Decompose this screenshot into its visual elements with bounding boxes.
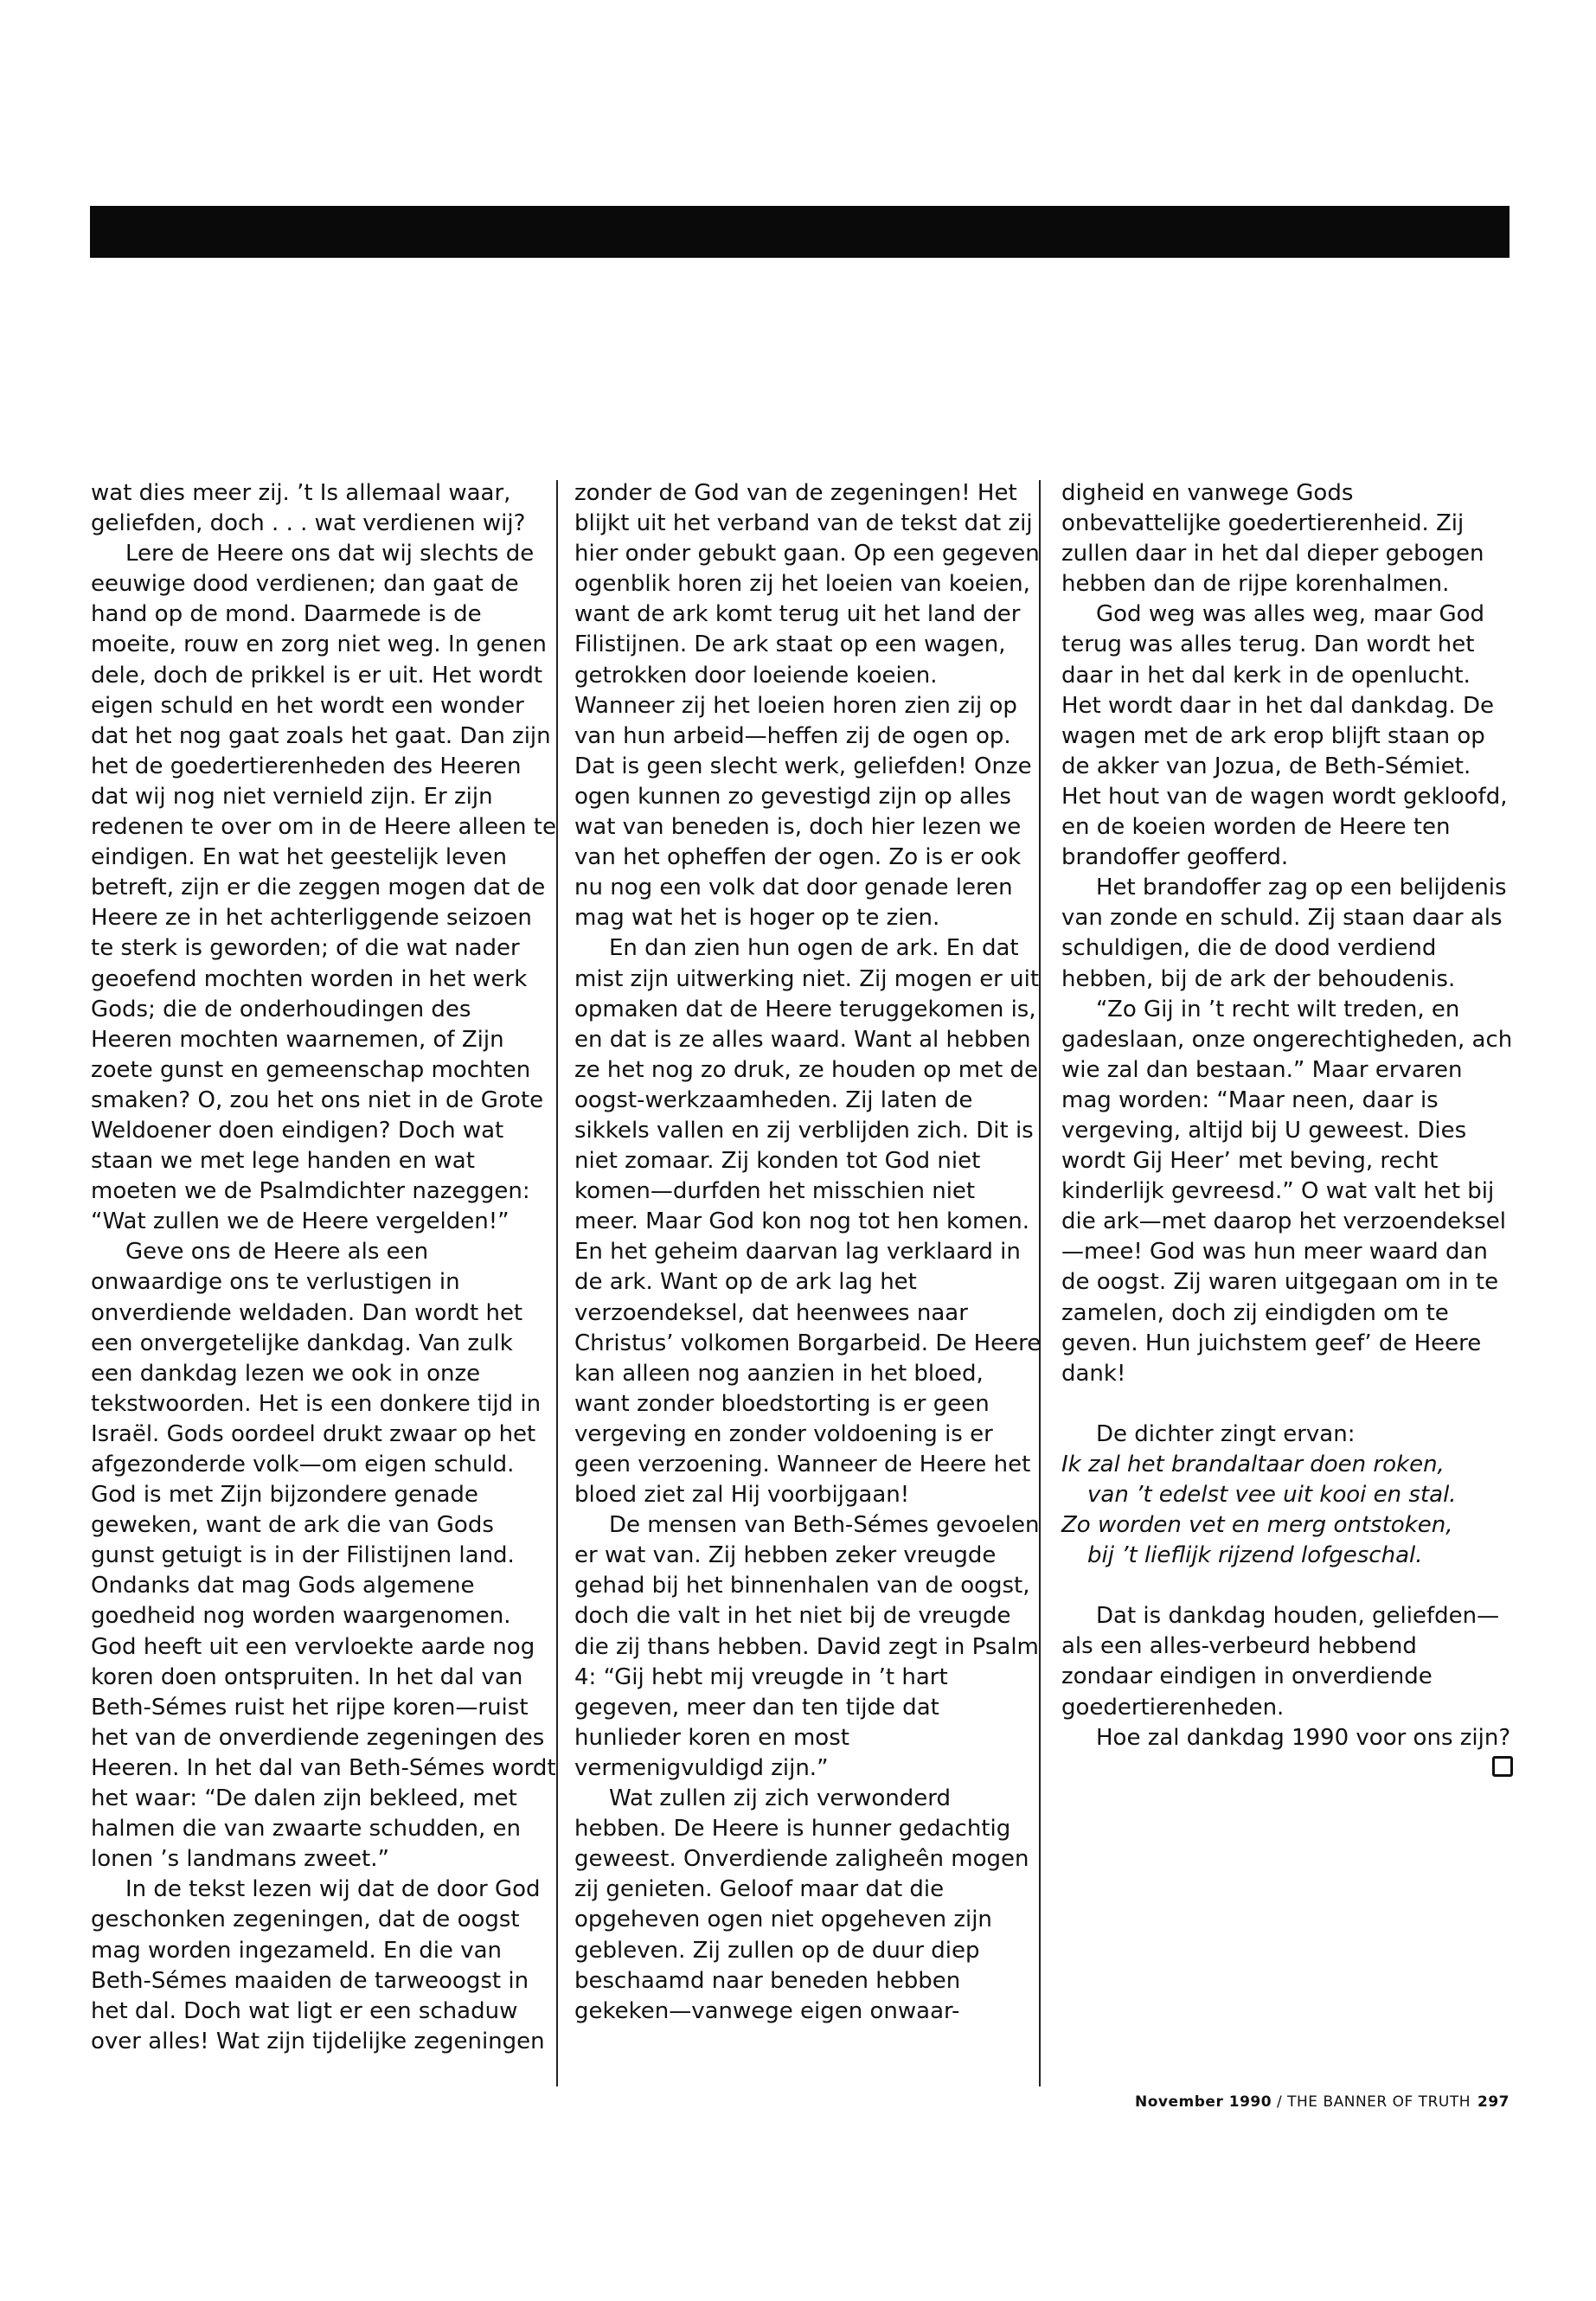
header-black-bar <box>90 206 1509 258</box>
poem-stanza <box>1061 1450 1513 1571</box>
footer-separator: / <box>1272 2093 1288 2111</box>
paragraph: “Zo Gij in ’t recht wilt treden, en gadeslaan, onze ongerechtigheden, ach wie zal dan bestaan.” Maar ervaren mag worden: “Maar neen, daar is vergeving, altijd bij U geweest. Dies wordt Gij Heer’ met beving, recht kinderlijk gevreesd.” O wat valt het bij die ark—met daarop het verzoendeksel—mee! God was hun meer waard dan de oogst. Zij waren uitgegaan om in te zamelen, doch zij eindigden om te geven. Hun juichstem geef’ de Heere dank! <box>1061 996 1513 1387</box>
poem-line: Ik zal het brandaltaar doen roken, <box>1061 1451 1445 1477</box>
paragraph: God weg was alles weg, maar God terug was alles terug. Dan wordt het daar in het dal kerk in de openlucht. Het wordt daar in het dal dankdag. De wagen met de ark erop blijft staan op de akker van Jozua, de Beth-Sémiet. Het hout van de wagen wordt gekloofd, en de koeien worden de Heere ten brandoffer geofferd. <box>1061 601 1508 871</box>
end-square-icon <box>1492 1756 1513 1777</box>
paragraph: En dan zien hun ogen de ark. En dat mist zijn uitwerking niet. Zij mogen er uit opmaken dat de Heere teruggekomen is, en dat is ze alles waard. Want al hebben ze het nog zo druk, ze houden op met de oogst-werkzaamheden. Zij laten de sikkels vallen en zij verblijden zich. Dit is niet zomaar. Zij konden tot God niet komen—durfden het misschien niet meer. Maar God kon nog tot hen komen. En het geheim daarvan lag verklaard in de ark. Want op de ark lag het verzoendeksel, dat heenwees naar Christus’ volkomen Borgarbeid. De Heere kan alleen nog aanzien in het bloed, want zonder bloedstorting is er geen vergeving en zonder voldoening is er geen verzoening. Wanneer de Heere het bloed ziet zal Hij voorbijgaan! <box>574 935 1042 1509</box>
footer-date: November 1990 <box>1135 2093 1272 2111</box>
paragraph: In de tekst lezen wij dat de door God geschonken zegeningen, dat de oogst mag worden ingezameld. En die van Beth-Sémes maaiden de tarweoogst in het dal. Doch wat ligt er een schaduw over alles! Wat zijn tijdelijke zegeningen <box>91 1876 545 2054</box>
paragraph: Lere de Heere ons dat wij slechts de eeuwige dood verdienen; dan gaat de hand op de mond. Daarmede is de moeite, rouw en zorg niet weg. In genen dele, doch de prikkel is er uit. Het wordt eigen schuld en het wordt een wonder dat het nog gaat zoals het gaat. Dan zijn het de goedertierenheden des Heeren dat wij nog niet vernield zijn. Er zijn redenen te over om in de Heere alleen te eindigen. En wat het geestelijk leven betreft, zijn er die zeggen mogen dat de Heere ze in het achterliggende seizoen te sterk is geworden; of die wat nader geoefend mochten worden in het werk Gods; die de onderhoudingen des Heeren mochten waarnemen, of Zijn zoete gunst en gemeenschap mochten smaken? O, zou het ons niet in de Grote Weldoener doen eindigen? Doch wat staan we met lege handen en wat moeten we de Psalmdichter nazeggen: “Wat zullen we de Heere vergelden!” <box>91 541 556 1235</box>
paragraph: De mensen van Beth-Sémes gevoelen er wat van. Zij hebben zeker vreugde gehad bij het binnenhalen van de oogst, doch die valt in het niet bij de vreugde die zij thans hebben. David zegt in Psalm 4: “Gij hebt mij vreugde in ’t hart gegeven, meer dan ten tijde dat hunlieder koren en most vermenigvuldigd zijn.” <box>574 1512 1040 1781</box>
poem-line: bij ’t lieflijk rijzend lofgeschal. <box>1087 1542 1423 1569</box>
footer-publication: THE BANNER OF TRUTH <box>1287 2093 1471 2111</box>
text-column-1 <box>91 478 558 2057</box>
poem-line: Zo worden vet en merg ontstoken, <box>1061 1512 1453 1539</box>
paragraph: wat dies meer zij. ’t Is allemaal waar, geliefden, doch . . . wat verdienen wij? <box>91 480 526 537</box>
paragraph: Het brandoffer zag op een belijdenis van zonde en schuld. Zij staan daar als schuldigen, die de dood verdiend hebben, bij de ark der behoudenis. <box>1061 875 1507 992</box>
page-number: 297 <box>1477 2093 1509 2111</box>
poem-line: van ’t edelst vee uit kooi en stal. <box>1087 1482 1457 1508</box>
end-of-article-mark <box>1061 1755 1513 1785</box>
paragraph: digheid en vanwege Gods onbevattelijke goedertierenheid. Zij zullen daar in het dal dieper gebogen hebben dan de rijpe korenhalmen. <box>1061 480 1484 598</box>
paragraph: Hoe zal dankdag 1990 voor ons zijn? <box>1096 1724 1511 1751</box>
text-column-3 <box>1061 478 1513 1785</box>
paragraph: Dat is dankdag houden, geliefden—als een alles-verbeurd hebbend zondaar eindigen in onverdiende goedertierenheden. <box>1061 1603 1500 1721</box>
page-footer <box>1125 2093 1509 2111</box>
paragraph: Wat zullen zij zich verwonderd hebben. De Heere is hunner gedachtig geweest. Onverdiende zaligheên mogen zij genieten. Geloof maar dat die opgeheven ogen niet opgeheven zijn gebleven. Zij zullen op de duur diep beschaamd naar beneden hebben gekeken—vanwege eigen onwaar- <box>574 1785 1029 2024</box>
poem-intro: De dichter zingt ervan: <box>1096 1420 1356 1447</box>
paragraph: Geve ons de Heere als een onwaardige ons te verlustigen in onverdiende weldaden. Dan wordt het een onvergetelijke dankdag. Van zulk een dankdag lezen we ook in onze tekstwoorden. Het is een donkere tijd in Israël. Gods oordeel drukt zwaar op het afgezonderde volk—om eigen schuld. God is met Zijn bijzondere genade geweken, want de ark die van Gods gunst getuigt is in der Filistijnen land. Ondanks dat mag Gods algemene goedheid nog worden waargenomen. God heeft uit een vervloekte aarde nog koren doen ontspruiten. In het dal van Beth-Sémes ruist het rijpe koren—ruist het van de onverdiende zegeningen des Heeren. In het dal van Beth-Sémes wordt het waar: “De dalen zijn bekleed, met halmen die van zwaarte schudden, en lonen ’s landmans zweet.” <box>91 1239 556 1873</box>
paragraph: zonder de God van de zegeningen! Het blijkt uit het verband van de tekst dat zij hier onder gebukt gaan. Op een gegeven ogenblik horen zij het loeien van koeien, want de ark komt terug uit het land der Filistijnen. De ark staat op een wagen, getrokken door loeiende koeien. Wanneer zij het loeien horen zien zij op van hun arbeid—heffen zij de ogen op. Dat is geen slecht werk, geliefden! Onze ogen kunnen zo gevestigd zijn op alles wat van beneden is, doch hier lezen we van het opheffen der ogen. Zo is er ook nu nog een volk dat door genade leren mag wat het is hoger op te zien. <box>574 480 1040 932</box>
text-column-2 <box>574 478 1042 2027</box>
